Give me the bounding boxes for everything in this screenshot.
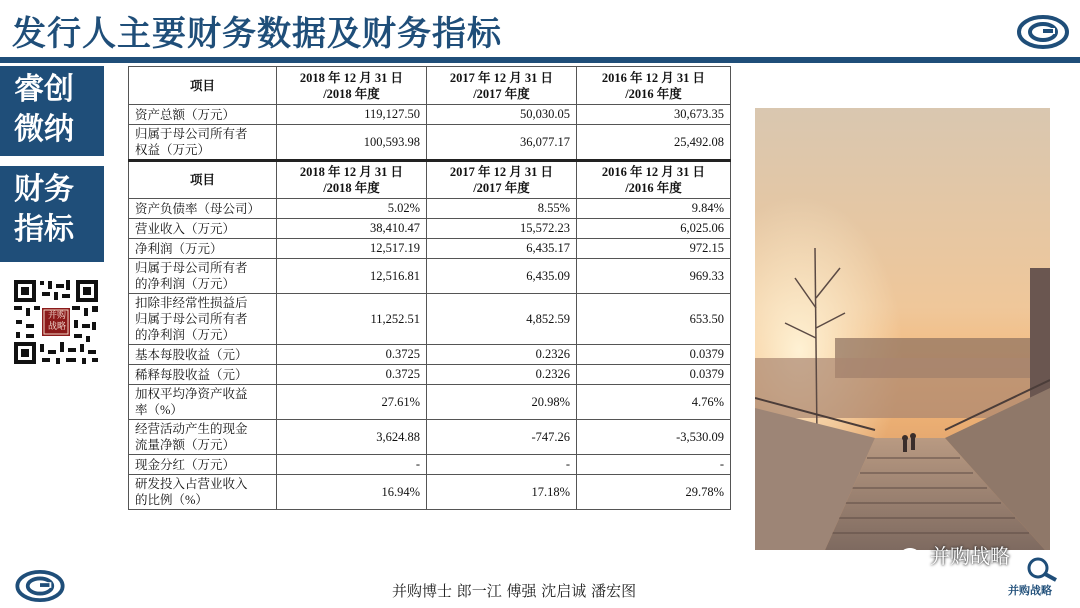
row-value: 0.3725 — [277, 365, 427, 385]
row-value: 38,410.47 — [277, 219, 427, 239]
header-item: 项目 — [129, 67, 277, 105]
title-underline — [0, 57, 1080, 63]
row-value: 25,492.08 — [577, 125, 731, 161]
row-value: 0.0379 — [577, 365, 731, 385]
header-year-1: 2018 年 12 月 31 日 /2018 年度 — [277, 67, 427, 105]
watermark-text: 并购战略 — [930, 544, 1010, 568]
table-row — [129, 199, 731, 219]
row-label: 加权平均净资产收益 率（%） — [129, 385, 277, 420]
table-header-row — [129, 67, 731, 105]
table-row — [129, 105, 731, 125]
row-value: 5.02% — [277, 199, 427, 219]
row-label: 现金分红（万元） — [129, 455, 277, 475]
row-value: 11,252.51 — [277, 294, 427, 345]
financial-data-table — [128, 66, 730, 576]
row-label: 稀释每股收益（元） — [129, 365, 277, 385]
row-value: 100,593.98 — [277, 125, 427, 161]
table-header-row — [129, 161, 731, 199]
table-row — [129, 259, 731, 294]
company-name-line-2: 微纳 — [14, 112, 74, 147]
row-value: - — [427, 455, 577, 475]
row-value: 653.50 — [577, 294, 731, 345]
wechat-watermark — [900, 540, 1010, 569]
row-value: 16.94% — [277, 475, 427, 510]
row-value: 6,435.17 — [427, 239, 577, 259]
row-value: -747.26 — [427, 420, 577, 455]
row-label: 基本每股收益（元） — [129, 345, 277, 365]
row-label: 营业收入（万元） — [129, 219, 277, 239]
table-row — [129, 365, 731, 385]
row-value: 0.0379 — [577, 345, 731, 365]
row-value: 36,077.17 — [427, 125, 577, 161]
corner-logo-text: 并购战略 — [1008, 584, 1052, 597]
section-label-line-2: 指标 — [14, 212, 74, 247]
row-value: 6,435.09 — [427, 259, 577, 294]
row-value: - — [277, 455, 427, 475]
table-row — [129, 385, 731, 420]
header-year-1: 2018 年 12 月 31 日 /2018 年度 — [277, 161, 427, 199]
company-name-line-1: 睿创 — [14, 72, 74, 107]
table-row — [129, 219, 731, 239]
row-label: 归属于母公司所有者 权益（万元） — [129, 125, 277, 161]
table-row — [129, 294, 731, 345]
row-value: 8.55% — [427, 199, 577, 219]
row-value: 969.33 — [577, 259, 731, 294]
header-year-2: 2017 年 12 月 31 日 /2017 年度 — [427, 161, 577, 199]
row-label: 研发投入占营业收入 的比例（%） — [129, 475, 277, 510]
table-row — [129, 125, 731, 161]
header-year-3: 2016 年 12 月 31 日 /2016 年度 — [577, 161, 731, 199]
row-value: 4,852.59 — [427, 294, 577, 345]
header-year-2: 2017 年 12 月 31 日 /2017 年度 — [427, 67, 577, 105]
row-value: 972.15 — [577, 239, 731, 259]
header-year-3: 2016 年 12 月 31 日 /2016 年度 — [577, 67, 731, 105]
row-label: 资产总额（万元） — [129, 105, 277, 125]
row-value: 29.78% — [577, 475, 731, 510]
row-value: -3,530.09 — [577, 420, 731, 455]
row-label: 净利润（万元） — [129, 239, 277, 259]
section-label-line-1: 财务 — [14, 172, 74, 207]
table-row — [129, 455, 731, 475]
brand-logo-icon — [1017, 14, 1069, 50]
table-row — [129, 345, 731, 365]
company-name-box — [0, 66, 104, 156]
row-value: - — [577, 455, 731, 475]
wechat-icon — [900, 547, 926, 569]
row-value: 4.76% — [577, 385, 731, 420]
row-value: 12,516.81 — [277, 259, 427, 294]
row-label: 归属于母公司所有者 的净利润（万元） — [129, 259, 277, 294]
row-value: 50,030.05 — [427, 105, 577, 125]
table-row — [129, 239, 731, 259]
row-value: 0.3725 — [277, 345, 427, 365]
row-value: 9.84% — [577, 199, 731, 219]
row-label: 资产负债率（母公司） — [129, 199, 277, 219]
brand-logo-bottom-icon — [14, 569, 66, 603]
header-item: 项目 — [129, 161, 277, 199]
section-label-box — [0, 166, 104, 262]
row-label: 扣除非经常性损益后 归属于母公司所有者 的净利润（万元） — [129, 294, 277, 345]
row-value: 15,572.23 — [427, 219, 577, 239]
table-row — [129, 475, 731, 510]
table-row — [129, 420, 731, 455]
row-value: 3,624.88 — [277, 420, 427, 455]
row-value: 119,127.50 — [277, 105, 427, 125]
row-value: 20.98% — [427, 385, 577, 420]
row-value: 17.18% — [427, 475, 577, 510]
row-value: 12,517.19 — [277, 239, 427, 259]
page-title: 发行人主要财务数据及财务指标 — [12, 14, 502, 54]
row-label: 经营活动产生的现金 流量净额（万元） — [129, 420, 277, 455]
row-value: 0.2326 — [427, 345, 577, 365]
row-value: 6,025.06 — [577, 219, 731, 239]
row-value: 27.61% — [277, 385, 427, 420]
qr-stamp-text: 并购战略 — [47, 311, 66, 332]
row-value: 30,673.35 — [577, 105, 731, 125]
magnifier-logo-icon — [1022, 556, 1062, 582]
footer-credits: 并购博士 郎一江 傅强 沈启诚 潘宏图 — [392, 582, 637, 600]
city-stairs-photo — [755, 108, 1050, 550]
row-value: 0.2326 — [427, 365, 577, 385]
